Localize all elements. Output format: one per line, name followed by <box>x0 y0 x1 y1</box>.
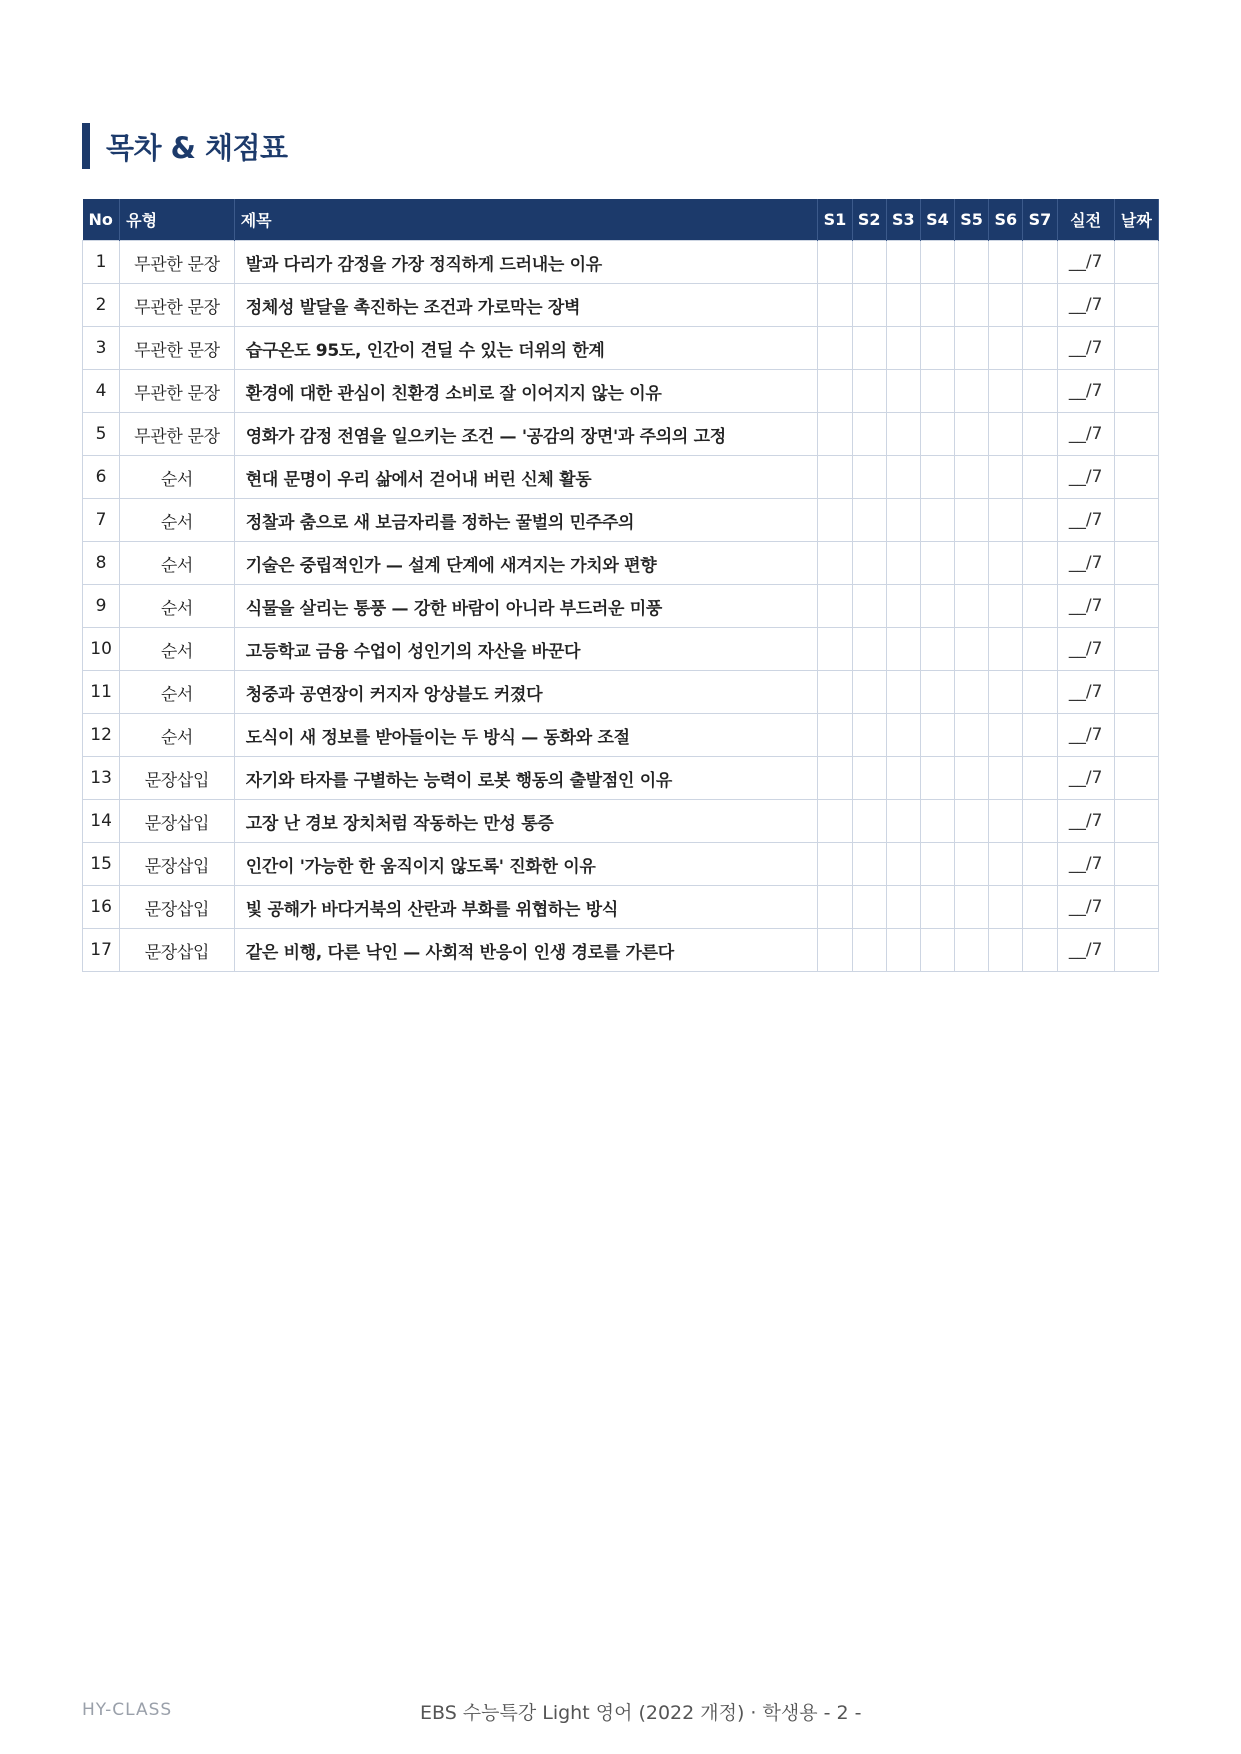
row-number: 9 <box>83 585 120 628</box>
table-row <box>83 757 1159 800</box>
header-s1: S1 <box>818 199 852 241</box>
date-cell[interactable] <box>1114 284 1158 327</box>
step-3-check-cell[interactable] <box>886 671 920 714</box>
step-5-check-cell[interactable] <box>955 370 989 413</box>
step-4-check-cell[interactable] <box>920 499 954 542</box>
row-title: 영화가 감정 전염을 일으키는 조건 — '공감의 장면'과 주의의 고정 <box>234 413 818 456</box>
row-type: 순서 <box>120 671 235 714</box>
step-5-check-cell[interactable] <box>955 456 989 499</box>
step-6-check-cell[interactable] <box>989 542 1023 585</box>
step-2-check-cell[interactable] <box>852 800 886 843</box>
table-row <box>83 843 1159 886</box>
step-1-check-cell[interactable] <box>818 542 852 585</box>
date-cell[interactable] <box>1114 800 1158 843</box>
step-5-check-cell[interactable] <box>955 800 989 843</box>
step-1-check-cell[interactable] <box>818 671 852 714</box>
step-4-check-cell[interactable] <box>920 413 954 456</box>
step-7-check-cell[interactable] <box>1023 843 1057 886</box>
heading-accent-bar <box>82 123 90 169</box>
step-4-check-cell[interactable] <box>920 241 954 284</box>
step-7-check-cell[interactable] <box>1023 886 1057 929</box>
row-number: 2 <box>83 284 120 327</box>
step-7-check-cell[interactable] <box>1023 499 1057 542</box>
header-type: 유형 <box>120 199 235 241</box>
step-5-check-cell[interactable] <box>955 542 989 585</box>
row-title: 식물을 살리는 통풍 — 강한 바람이 아니라 부드러운 미풍 <box>234 585 818 628</box>
row-title: 빛 공해가 바다거북의 산란과 부화를 위협하는 방식 <box>234 886 818 929</box>
row-title: 발과 다리가 감정을 가장 정직하게 드러내는 이유 <box>234 241 818 284</box>
footer-page-info: EBS 수능특강 Light 영어 (2022 개정) · 학생용 - 2 - <box>420 1702 862 1724</box>
row-number: 4 <box>83 370 120 413</box>
row-type: 문장삽입 <box>120 800 235 843</box>
table-row <box>83 628 1159 671</box>
date-cell[interactable] <box>1114 929 1158 972</box>
step-3-check-cell[interactable] <box>886 370 920 413</box>
step-1-check-cell[interactable] <box>818 886 852 929</box>
table-row <box>83 284 1159 327</box>
row-type: 순서 <box>120 585 235 628</box>
step-7-check-cell[interactable] <box>1023 370 1057 413</box>
table-body <box>83 241 1159 972</box>
table-header-row <box>83 199 1159 241</box>
step-2-check-cell[interactable] <box>852 456 886 499</box>
table-row <box>83 370 1159 413</box>
step-6-check-cell[interactable] <box>989 800 1023 843</box>
row-type: 순서 <box>120 628 235 671</box>
step-4-check-cell[interactable] <box>920 284 954 327</box>
row-number: 14 <box>83 800 120 843</box>
toc-score-table <box>82 199 1159 972</box>
step-1-check-cell[interactable] <box>818 327 852 370</box>
step-5-check-cell[interactable] <box>955 628 989 671</box>
header-s3: S3 <box>886 199 920 241</box>
step-7-check-cell[interactable] <box>1023 714 1057 757</box>
step-6-check-cell[interactable] <box>989 886 1023 929</box>
step-5-check-cell[interactable] <box>955 671 989 714</box>
date-cell[interactable] <box>1114 413 1158 456</box>
table-row <box>83 585 1159 628</box>
step-7-check-cell[interactable] <box>1023 413 1057 456</box>
step-4-check-cell[interactable] <box>920 327 954 370</box>
step-5-check-cell[interactable] <box>955 843 989 886</box>
date-cell[interactable] <box>1114 327 1158 370</box>
step-6-check-cell[interactable] <box>989 585 1023 628</box>
step-5-check-cell[interactable] <box>955 929 989 972</box>
step-6-check-cell[interactable] <box>989 499 1023 542</box>
step-6-check-cell[interactable] <box>989 843 1023 886</box>
practice-score-cell[interactable]: __/7 <box>1057 241 1114 284</box>
row-number: 12 <box>83 714 120 757</box>
row-type: 무관한 문장 <box>120 327 235 370</box>
practice-score-cell[interactable]: __/7 <box>1057 284 1114 327</box>
step-6-check-cell[interactable] <box>989 327 1023 370</box>
step-4-check-cell[interactable] <box>920 628 954 671</box>
table-row <box>83 671 1159 714</box>
step-5-check-cell[interactable] <box>955 499 989 542</box>
step-2-check-cell[interactable] <box>852 499 886 542</box>
step-7-check-cell[interactable] <box>1023 456 1057 499</box>
row-title: 고등학교 금융 수업이 성인기의 자산을 바꾼다 <box>234 628 818 671</box>
step-4-check-cell[interactable] <box>920 714 954 757</box>
step-2-check-cell[interactable] <box>852 413 886 456</box>
row-number: 6 <box>83 456 120 499</box>
row-number: 17 <box>83 929 120 972</box>
row-title: 자기와 타자를 구별하는 능력이 로봇 행동의 출발점인 이유 <box>234 757 818 800</box>
step-2-check-cell[interactable] <box>852 241 886 284</box>
step-6-check-cell[interactable] <box>989 929 1023 972</box>
row-title: 도식이 새 정보를 받아들이는 두 방식 — 동화와 조절 <box>234 714 818 757</box>
footer-brand: HY-CLASS <box>82 1700 173 1720</box>
step-2-check-cell[interactable] <box>852 327 886 370</box>
step-1-check-cell[interactable] <box>818 585 852 628</box>
table-row <box>83 327 1159 370</box>
step-2-check-cell[interactable] <box>852 671 886 714</box>
step-4-check-cell[interactable] <box>920 585 954 628</box>
step-1-check-cell[interactable] <box>818 628 852 671</box>
step-6-check-cell[interactable] <box>989 671 1023 714</box>
practice-score-cell[interactable]: __/7 <box>1057 671 1114 714</box>
step-3-check-cell[interactable] <box>886 585 920 628</box>
step-7-check-cell[interactable] <box>1023 671 1057 714</box>
date-cell[interactable] <box>1114 714 1158 757</box>
step-2-check-cell[interactable] <box>852 542 886 585</box>
table-row <box>83 800 1159 843</box>
practice-score-cell[interactable]: __/7 <box>1057 456 1114 499</box>
row-number: 7 <box>83 499 120 542</box>
practice-score-cell[interactable]: __/7 <box>1057 499 1114 542</box>
step-1-check-cell[interactable] <box>818 757 852 800</box>
step-7-check-cell[interactable] <box>1023 628 1057 671</box>
practice-score-cell[interactable]: __/7 <box>1057 714 1114 757</box>
step-6-check-cell[interactable] <box>989 370 1023 413</box>
step-2-check-cell[interactable] <box>852 370 886 413</box>
table-row <box>83 886 1159 929</box>
step-2-check-cell[interactable] <box>852 585 886 628</box>
row-type: 문장삽입 <box>120 929 235 972</box>
row-title: 인간이 '가능한 한 움직이지 않도록' 진화한 이유 <box>234 843 818 886</box>
step-3-check-cell[interactable] <box>886 327 920 370</box>
row-number: 1 <box>83 241 120 284</box>
step-1-check-cell[interactable] <box>818 284 852 327</box>
row-type: 무관한 문장 <box>120 413 235 456</box>
step-3-check-cell[interactable] <box>886 413 920 456</box>
header-date: 날짜 <box>1114 199 1158 241</box>
row-title: 청중과 공연장이 커지자 앙상블도 커졌다 <box>234 671 818 714</box>
step-3-check-cell[interactable] <box>886 886 920 929</box>
row-number: 3 <box>83 327 120 370</box>
header-practice: 실전 <box>1057 199 1114 241</box>
row-type: 문장삽입 <box>120 843 235 886</box>
step-6-check-cell[interactable] <box>989 757 1023 800</box>
step-3-check-cell[interactable] <box>886 800 920 843</box>
step-1-check-cell[interactable] <box>818 499 852 542</box>
page-heading <box>82 122 288 170</box>
step-3-check-cell[interactable] <box>886 757 920 800</box>
date-cell[interactable] <box>1114 886 1158 929</box>
row-type: 순서 <box>120 542 235 585</box>
step-3-check-cell[interactable] <box>886 843 920 886</box>
row-title: 현대 문명이 우리 삶에서 걷어내 버린 신체 활동 <box>234 456 818 499</box>
step-5-check-cell[interactable] <box>955 327 989 370</box>
table-row <box>83 413 1159 456</box>
step-4-check-cell[interactable] <box>920 456 954 499</box>
row-number: 8 <box>83 542 120 585</box>
row-type: 무관한 문장 <box>120 241 235 284</box>
step-6-check-cell[interactable] <box>989 714 1023 757</box>
step-7-check-cell[interactable] <box>1023 327 1057 370</box>
step-5-check-cell[interactable] <box>955 757 989 800</box>
step-4-check-cell[interactable] <box>920 370 954 413</box>
row-title: 고장 난 경보 장치처럼 작동하는 만성 통증 <box>234 800 818 843</box>
step-3-check-cell[interactable] <box>886 499 920 542</box>
step-7-check-cell[interactable] <box>1023 542 1057 585</box>
practice-score-cell[interactable]: __/7 <box>1057 628 1114 671</box>
practice-score-cell[interactable]: __/7 <box>1057 585 1114 628</box>
step-7-check-cell[interactable] <box>1023 585 1057 628</box>
practice-score-cell[interactable]: __/7 <box>1057 800 1114 843</box>
step-1-check-cell[interactable] <box>818 370 852 413</box>
step-4-check-cell[interactable] <box>920 542 954 585</box>
practice-score-cell[interactable]: __/7 <box>1057 413 1114 456</box>
row-type: 문장삽입 <box>120 886 235 929</box>
step-2-check-cell[interactable] <box>852 714 886 757</box>
row-type: 문장삽입 <box>120 757 235 800</box>
step-7-check-cell[interactable] <box>1023 800 1057 843</box>
row-number: 10 <box>83 628 120 671</box>
table-row <box>83 929 1159 972</box>
table-row <box>83 542 1159 585</box>
header-s6: S6 <box>989 199 1023 241</box>
step-5-check-cell[interactable] <box>955 413 989 456</box>
step-1-check-cell[interactable] <box>818 929 852 972</box>
step-7-check-cell[interactable] <box>1023 929 1057 972</box>
practice-score-cell[interactable]: __/7 <box>1057 757 1114 800</box>
step-7-check-cell[interactable] <box>1023 241 1057 284</box>
row-type: 무관한 문장 <box>120 370 235 413</box>
row-type: 순서 <box>120 499 235 542</box>
date-cell[interactable] <box>1114 542 1158 585</box>
row-type: 무관한 문장 <box>120 284 235 327</box>
practice-score-cell[interactable]: __/7 <box>1057 370 1114 413</box>
step-4-check-cell[interactable] <box>920 929 954 972</box>
step-1-check-cell[interactable] <box>818 800 852 843</box>
table-row <box>83 499 1159 542</box>
step-3-check-cell[interactable] <box>886 714 920 757</box>
date-cell[interactable] <box>1114 456 1158 499</box>
step-3-check-cell[interactable] <box>886 241 920 284</box>
table-row <box>83 714 1159 757</box>
row-number: 11 <box>83 671 120 714</box>
row-type: 순서 <box>120 714 235 757</box>
step-1-check-cell[interactable] <box>818 714 852 757</box>
step-5-check-cell[interactable] <box>955 241 989 284</box>
date-cell[interactable] <box>1114 241 1158 284</box>
page-title: 목차 & 채점표 <box>106 130 288 165</box>
step-1-check-cell[interactable] <box>818 456 852 499</box>
header-no: No <box>83 199 120 241</box>
step-3-check-cell[interactable] <box>886 628 920 671</box>
step-6-check-cell[interactable] <box>989 241 1023 284</box>
step-3-check-cell[interactable] <box>886 456 920 499</box>
practice-score-cell[interactable]: __/7 <box>1057 929 1114 972</box>
step-6-check-cell[interactable] <box>989 284 1023 327</box>
practice-score-cell[interactable]: __/7 <box>1057 886 1114 929</box>
step-7-check-cell[interactable] <box>1023 284 1057 327</box>
row-title: 같은 비행, 다른 낙인 — 사회적 반응이 인생 경로를 가른다 <box>234 929 818 972</box>
date-cell[interactable] <box>1114 843 1158 886</box>
row-number: 13 <box>83 757 120 800</box>
step-4-check-cell[interactable] <box>920 757 954 800</box>
date-cell[interactable] <box>1114 585 1158 628</box>
practice-score-cell[interactable]: __/7 <box>1057 542 1114 585</box>
step-3-check-cell[interactable] <box>886 929 920 972</box>
step-4-check-cell[interactable] <box>920 671 954 714</box>
date-cell[interactable] <box>1114 628 1158 671</box>
header-s2: S2 <box>852 199 886 241</box>
step-5-check-cell[interactable] <box>955 585 989 628</box>
row-type: 순서 <box>120 456 235 499</box>
step-6-check-cell[interactable] <box>989 456 1023 499</box>
header-s4: S4 <box>920 199 954 241</box>
step-2-check-cell[interactable] <box>852 284 886 327</box>
practice-score-cell[interactable]: __/7 <box>1057 843 1114 886</box>
step-6-check-cell[interactable] <box>989 628 1023 671</box>
step-5-check-cell[interactable] <box>955 886 989 929</box>
step-6-check-cell[interactable] <box>989 413 1023 456</box>
header-title: 제목 <box>234 199 818 241</box>
row-number: 5 <box>83 413 120 456</box>
step-1-check-cell[interactable] <box>818 843 852 886</box>
step-2-check-cell[interactable] <box>852 929 886 972</box>
step-5-check-cell[interactable] <box>955 284 989 327</box>
step-2-check-cell[interactable] <box>852 843 886 886</box>
step-4-check-cell[interactable] <box>920 800 954 843</box>
step-7-check-cell[interactable] <box>1023 757 1057 800</box>
row-title: 환경에 대한 관심이 친환경 소비로 잘 이어지지 않는 이유 <box>234 370 818 413</box>
table-row <box>83 456 1159 499</box>
step-4-check-cell[interactable] <box>920 886 954 929</box>
row-number: 16 <box>83 886 120 929</box>
step-1-check-cell[interactable] <box>818 413 852 456</box>
step-3-check-cell[interactable] <box>886 284 920 327</box>
step-1-check-cell[interactable] <box>818 241 852 284</box>
date-cell[interactable] <box>1114 370 1158 413</box>
practice-score-cell[interactable]: __/7 <box>1057 327 1114 370</box>
row-title: 기술은 중립적인가 — 설계 단계에 새겨지는 가치와 편향 <box>234 542 818 585</box>
header-s5: S5 <box>955 199 989 241</box>
table-row <box>83 241 1159 284</box>
row-number: 15 <box>83 843 120 886</box>
date-cell[interactable] <box>1114 499 1158 542</box>
date-cell[interactable] <box>1114 757 1158 800</box>
step-4-check-cell[interactable] <box>920 843 954 886</box>
row-title: 습구온도 95도, 인간이 견딜 수 있는 더위의 한계 <box>234 327 818 370</box>
date-cell[interactable] <box>1114 671 1158 714</box>
step-5-check-cell[interactable] <box>955 714 989 757</box>
row-title: 정체성 발달을 촉진하는 조건과 가로막는 장벽 <box>234 284 818 327</box>
step-3-check-cell[interactable] <box>886 542 920 585</box>
row-title: 정찰과 춤으로 새 보금자리를 정하는 꿀벌의 민주주의 <box>234 499 818 542</box>
step-2-check-cell[interactable] <box>852 757 886 800</box>
header-s7: S7 <box>1023 199 1057 241</box>
step-2-check-cell[interactable] <box>852 886 886 929</box>
step-2-check-cell[interactable] <box>852 628 886 671</box>
